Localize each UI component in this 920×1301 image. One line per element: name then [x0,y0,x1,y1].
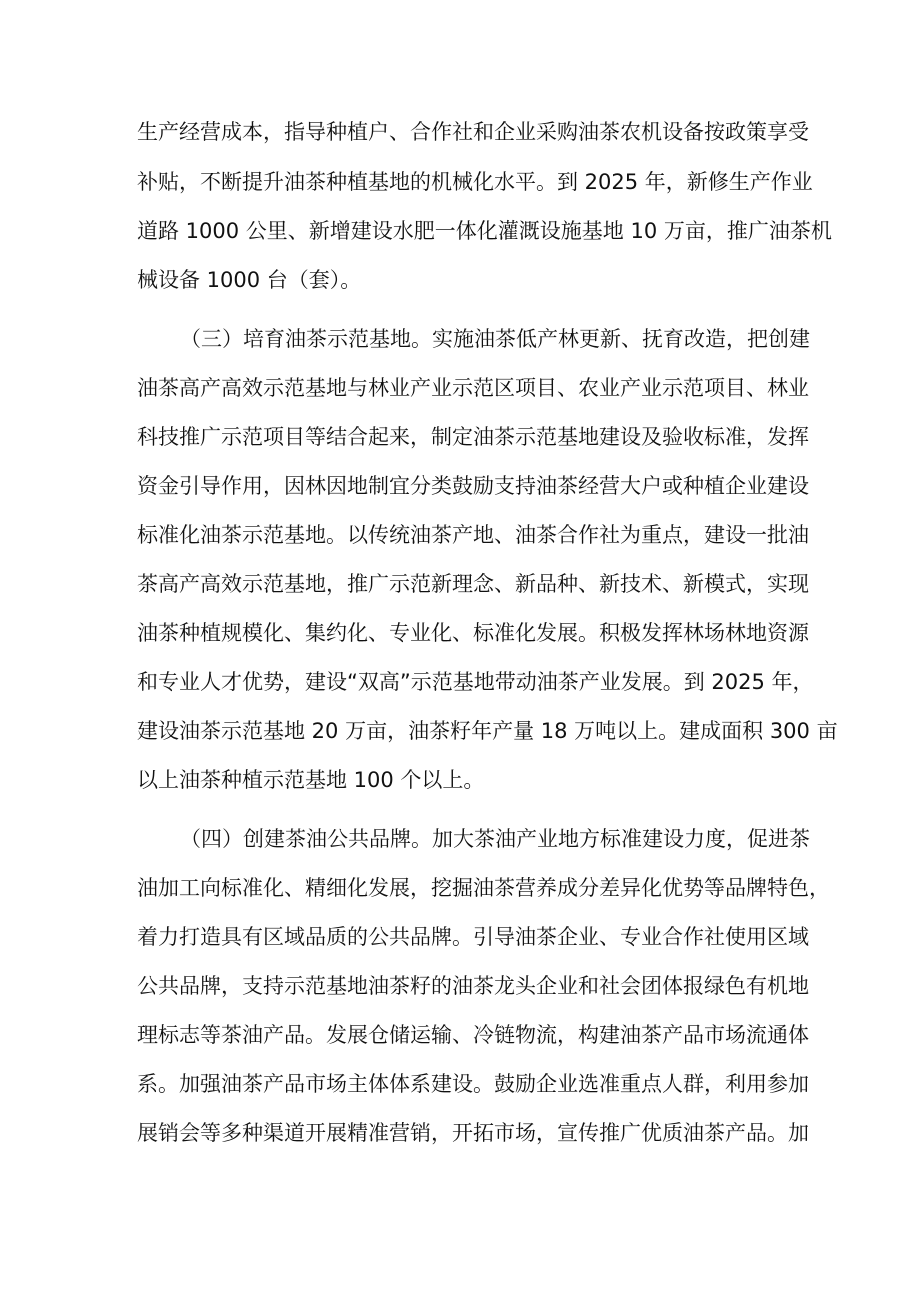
text-line: 展销会等多种渠道开展精准营销，开拓市场，宣传推广优质油茶产品。加 [137,1121,809,1145]
text-line: 油加工向标准化、精细化发展，挖掘油茶营养成分差异化优势等品牌特色， [137,876,830,900]
text-line: （三）培育油茶示范基地。实施油茶低产林更新、抚育改造，把创建 [180,327,810,351]
text-line: 补贴，不断提升油茶种植基地的机械化水平。到 2025 年，新修生产作业 [137,170,813,194]
text-line: 理标志等茶油产品。发展仓储运输、冷链物流，构建油茶产品市场流通体 [137,1023,809,1047]
text-line: 资金引导作用，因林因地制宜分类鼓励支持油茶经营大户或种植企业建设 [137,474,809,498]
text-line: 公共品牌，支持示范基地油茶籽的油茶龙头企业和社会团体报绿色有机地 [137,974,809,998]
text-line: 以上油茶种植示范基地 100 个以上。 [137,768,485,792]
text-line: 生产经营成本，指导种植户、合作社和企业采购油茶农机设备按政策享受 [137,120,809,144]
text-line: 械设备 1000 台（套）。 [137,268,362,292]
text-line: 科技推广示范项目等结合起来，制定油茶示范基地建设及验收标准，发挥 [137,425,809,449]
text-line: 和专业人才优势，建设“双高”示范基地带动油茶产业发展。到 2025 年， [137,670,814,694]
text-line: 建设油茶示范基地 20 万亩，油茶籽年产量 18 万吨以上。建成面积 300 亩 [137,719,838,743]
text-line: 系。加强油茶产品市场主体体系建设。鼓励企业选准重点人群，利用参加 [137,1072,809,1096]
text-line: 道路 1000 公里、新增建设水肥一体化灌溉设施基地 10 万亩，推广油茶机 [137,219,832,243]
text-line: 油茶高产高效示范基地与林业产业示范区项目、农业产业示范项目、林业 [137,376,809,400]
text-line: 茶高产高效示范基地，推广示范新理念、新品种、新技术、新模式，实现 [137,572,809,596]
text-line: 标准化油茶示范基地。以传统油茶产地、油茶合作社为重点，建设一批油 [137,523,809,547]
text-line: （四）创建茶油公共品牌。加大茶油产业地方标准建设力度，促进茶 [180,827,810,851]
text-line: 着力打造具有区域品质的公共品牌。引导油茶企业、专业合作社使用区域 [137,925,809,949]
text-line: 油茶种植规模化、集约化、专业化、标准化发展。积极发挥林场林地资源 [137,621,809,645]
